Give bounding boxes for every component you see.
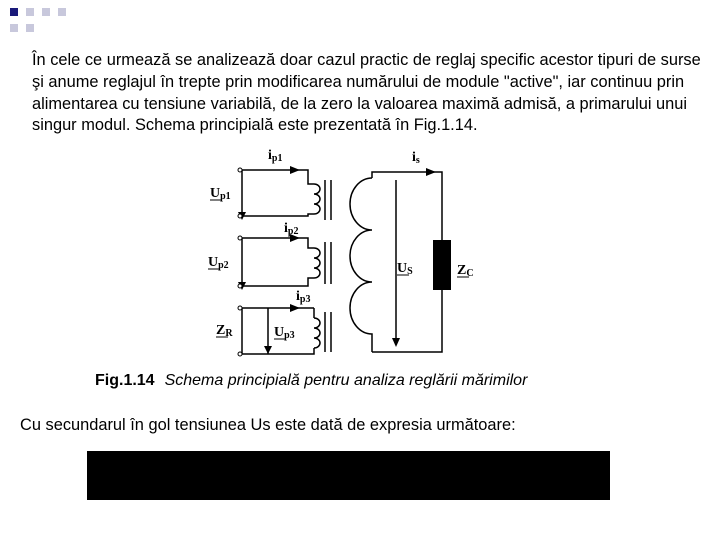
intro-paragraph: În cele ce urmează se analizează doar cazul practic de reglaj specific acestor tipuri de surse şi anume reglajul în trepte prin modificarea numărului de module "active", iar continuu prin alimentarea cu tensiune variabilă, de la zero la valoarea maximă admisă, a primarului unui singur modul. Schema principială este prezentată în Fig.1.14. [32,51,701,135]
label-ip3: ip3 [296,289,311,305]
circuit-diagram [190,140,490,365]
slide-corner-decoration [0,0,70,40]
label-is: is [412,150,420,166]
load-zc-resistor [433,240,451,290]
label-zc: ZC [457,263,474,279]
label-ip2: ip2 [284,221,299,237]
label-up3: Up3 [274,325,295,341]
label-us: US [397,261,413,277]
formula-image-placeholder [87,451,610,500]
figure-caption [95,372,527,390]
figure-caption-text: Schema principială pentru analiza reglării mărimilor [164,372,528,389]
label-zr: ZR [216,323,233,339]
label-up1: Up1 [210,186,231,202]
label-ip1: ip1 [268,148,283,164]
figure-number: Fig.1.14 [95,372,155,389]
formula-intro-text: Cu secundarul în gol tensiunea Us este dată de expresia următoare: [20,416,516,434]
label-up2: Up2 [208,255,229,271]
